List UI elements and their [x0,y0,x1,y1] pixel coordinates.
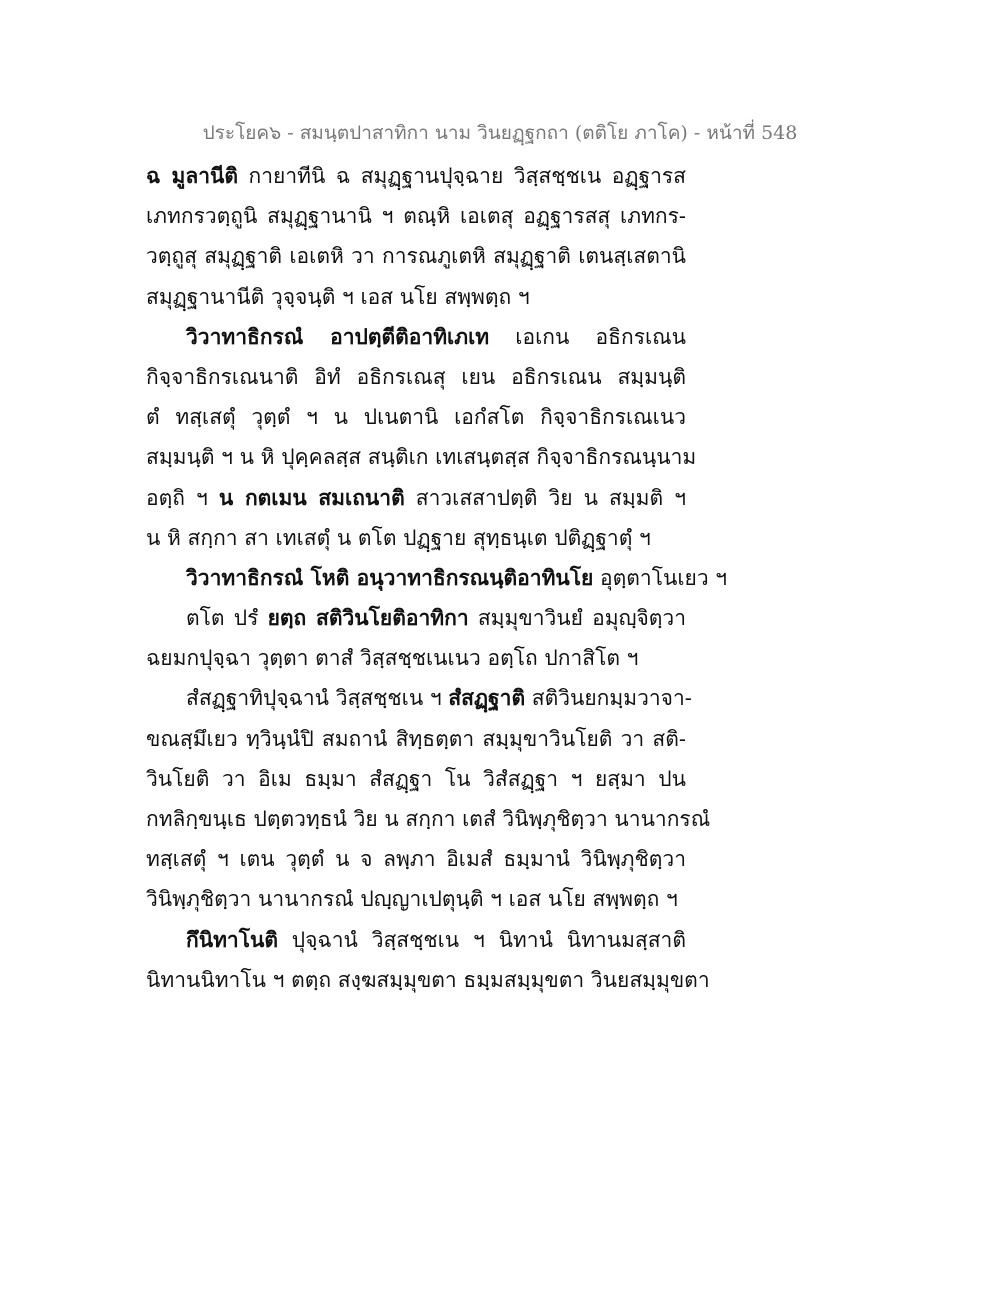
text-line [146,397,686,437]
text-line [146,518,686,558]
text-run: อตฺถิ ฯ [146,485,219,510]
body-text [146,156,728,1000]
bold-term: สํสฏฺฐาติ [448,685,526,711]
text-run: สมฺมนฺติ ฯ น หิ ปุคฺคลสฺส สนฺติเก เทเสนฺตสฺส กิจฺจาธิกรณนฺนาม [146,445,697,470]
text-line [146,437,697,477]
text-run: ตํ ทสฺเสตุํ วุตฺตํ ฯ น ปเนตานิ เอกํสโต กิจฺจาธิกรเณเนว [146,405,686,430]
text-line [146,799,711,839]
text-line [146,638,686,678]
text-run: ทสฺเสตุํ ฯ เตน วุตฺตํ น จ ลพฺภา อิเมสํ ธมฺมานํ วินิพฺภุชิตฺวา [146,847,686,872]
text-run: ตโต ปรํ [186,606,268,631]
text-run: ฉยมกปุจฺฉา วุตฺตา ตาสํ วิสฺสชฺชเนเนว อตฺโถ ปกาสิโต ฯ [146,646,639,671]
text-run: สมฺมุขาวินยํ อมุญฺจิตฺวา [468,606,687,631]
text-run: เภทกรวตฺถูนิ สมุฏฺฐานานิ ฯ ตณฺหิ เอเตสุ อฏฺฐารสสุ เภทกร- [146,204,686,229]
bold-term: น กตเมน สมเถนาติ [218,484,405,510]
running-header: ประโยค๖ - สมนฺตปาสาทิกา นาม วินยฏฺฐกถา (ตติโย ภาโค) - หน้าที่ 548 [202,122,798,144]
text-run: สํสฏฺฐาทิปุจฺฉานํ วิสฺสชฺชเน ฯ [186,686,449,711]
text-line [146,196,686,236]
text-line [146,598,686,638]
text-line [146,759,686,799]
text-line [146,920,686,960]
text-line [146,960,710,1000]
text-run: เอเกน อธิกรเณน [489,324,686,349]
text-run: สติวินยกมฺมวาจา- [525,686,692,711]
text-run: กทลิกฺขนฺเธ ปตฺตวทฺธนํ วิย น สกฺกา เตสํ วินิพฺภุชิตฺวา นานากรณํ [146,807,711,831]
text-run: วินโยติ วา อิเม ธมฺมา สํสฏฺฐา โน วิสํสฏฺฐา ฯ ยสฺมา ปน [146,766,686,791]
text-line [146,678,692,718]
text-run: อุตฺตาโนเยว ฯ [593,565,728,590]
bold-term: ยตฺถ สติวินโยติอาทิกา [267,605,469,631]
text-line [146,277,686,317]
text-line [146,719,686,759]
bold-term: ฉ มูลานีติ [146,163,238,188]
text-run: ขณสฺมึเยว ทฺวินฺนํปิ สมถานํ สิทฺธตฺตา สมฺมุขาวินโยติ วา สติ- [146,726,686,751]
text-run: กายาทีนิ ฉ สมุฏฺฐานปุจฺฉาย วิสฺสชฺชเน อฏฺฐารส [237,164,686,188]
text-line [146,236,686,276]
text-line [146,879,686,919]
text-line [146,558,728,598]
text-line [146,357,686,397]
bold-term: กึนิทาโนติ [186,926,278,952]
text-line [146,839,686,879]
text-run: ปุจฺฉานํ วิสฺสชฺชเน ฯ นิทานํ นิทานมสฺสาติ [277,927,686,952]
text-run: วินิพฺภุชิตฺวา นานากรณํ ปญฺญาเปตุนฺติ ฯ เอส นโย สพฺพตฺถ ฯ [146,887,678,912]
text-line [146,156,686,196]
text-line [146,478,686,518]
text-run: นิทานนิทาโน ฯ ตตฺถ สงฺฆสมฺมุขตา ธมฺมสมฺมุขตา วินยสมฺมุขตา [146,967,710,992]
text-run: สาวเสสาปตฺติ วิย น สมฺมติ ฯ [404,485,687,510]
bold-term: วิวาทาธิกรณํ โหติ อนุวาทาธิกรณนฺติอาทินโย [186,564,594,590]
text-line [146,317,686,357]
bold-term: วิวาทาธิกรณํ อาปตฺตีติอาทิเภเท [186,323,490,349]
text-run: น หิ สกฺกา สา เทเสตุํ น ตโต ปฏฺฐาย สุทฺธนฺเต ปติฏฺฐาตุํ ฯ [146,525,651,550]
text-run: กิจฺจาธิกรเณนาติ อิทํ อธิกรเณสุ เยน อธิกรเณน สมฺมนฺติ [146,364,686,389]
text-run: สมุฏฺฐานานีติ วุจฺจนฺติ ฯ เอส นโย สพฺพตฺถ ฯ [146,284,530,309]
text-run: วตฺถูสุ สมุฏฺฐาติ เอเตหิ วา การณภูเตหิ สมุฏฺฐาติ เตนสฺเสตานิ [146,244,686,269]
